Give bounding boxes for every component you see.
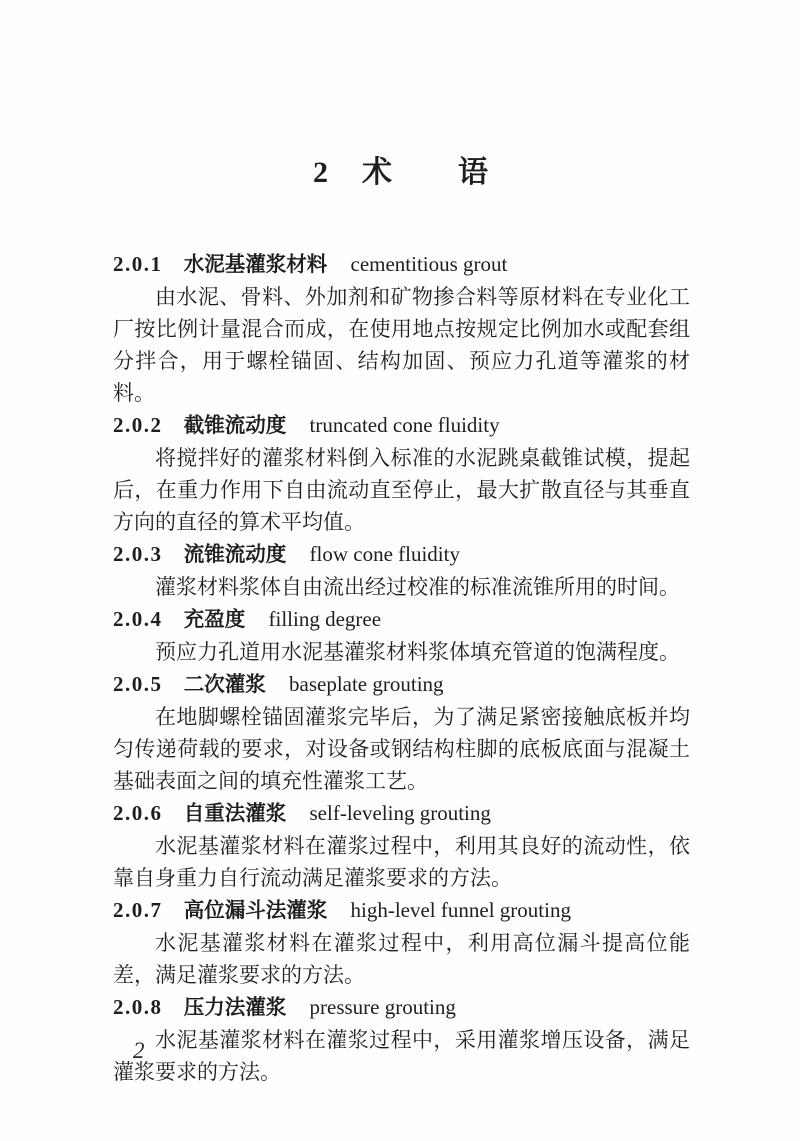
- terminology-list: [113, 248, 690, 1088]
- clause-number: 2.0.7: [113, 898, 163, 922]
- term-entry: [113, 797, 690, 894]
- term-entry: [113, 668, 690, 797]
- term-entry: [113, 248, 690, 409]
- term-chinese: 二次灌浆: [183, 673, 266, 696]
- term-heading-line: [113, 538, 690, 571]
- chapter-heading: 2 术 语: [313, 156, 490, 189]
- term-entry: [113, 409, 690, 538]
- term-english: truncated cone fluidity: [309, 413, 500, 437]
- term-chinese: 充盈度: [183, 608, 246, 631]
- term-chinese: 截锥流动度: [183, 414, 287, 437]
- term-english: pressure grouting: [309, 995, 456, 1019]
- page-number: 2: [133, 1038, 145, 1063]
- term-entry: [113, 894, 690, 991]
- clause-number: 2.0.6: [113, 801, 163, 825]
- term-english: self-leveling grouting: [309, 801, 491, 825]
- term-english: flow cone fluidity: [309, 542, 460, 566]
- term-chinese: 水泥基灌浆材料: [183, 253, 328, 276]
- term-chinese: 压力法灌浆: [183, 996, 287, 1019]
- term-english: baseplate grouting: [289, 672, 444, 696]
- term-chinese: 流锥流动度: [183, 543, 287, 566]
- clause-number: 2.0.1: [113, 252, 163, 276]
- term-heading-line: [113, 248, 690, 281]
- term-heading-line: [113, 797, 690, 830]
- clause-number: 2.0.5: [113, 672, 163, 696]
- term-definition: 水泥基灌浆材料在灌浆过程中，利用高位漏斗提高位能差，满足灌浆要求的方法。: [113, 931, 690, 987]
- term-english: cementitious grout: [350, 252, 508, 276]
- term-entry: [113, 538, 690, 603]
- term-chinese: 自重法灌浆: [183, 802, 287, 825]
- term-definition: 预应力孔道用水泥基灌浆材料浆体填充管道的饱满程度。: [155, 640, 680, 664]
- term-definition: 水泥基灌浆材料在灌浆过程中，采用灌浆增压设备，满足灌浆要求的方法。: [113, 1028, 690, 1084]
- term-definition: 将搅拌好的灌浆材料倒入标准的水泥跳桌截锥试模，提起后，在重力作用下自由流动直至停止，最大扩散直径与其垂直方向的直径的算术平均值。: [113, 446, 690, 534]
- term-heading-line: [113, 668, 690, 701]
- term-definition: 水泥基灌浆材料在灌浆过程中，利用其良好的流动性，依靠自身重力自行流动满足灌浆要求的方法。: [113, 834, 690, 890]
- clause-number: 2.0.3: [113, 542, 163, 566]
- clause-number: 2.0.4: [113, 607, 163, 631]
- term-english: high-level funnel grouting: [350, 898, 571, 922]
- term-heading-line: [113, 991, 690, 1024]
- term-english: filling degree: [268, 607, 382, 631]
- clause-number: 2.0.2: [113, 413, 163, 437]
- term-chinese: 高位漏斗法灌浆: [183, 899, 328, 922]
- term-definition: 灌浆材料浆体自由流出经过校准的标准流锥所用的时间。: [155, 575, 680, 599]
- term-entry: [113, 991, 690, 1088]
- term-heading-line: [113, 409, 690, 442]
- term-definition: 在地脚螺栓锚固灌浆完毕后，为了满足紧密接触底板并均匀传递荷载的要求，对设备或钢结构柱脚的底板底面与混凝土基础表面之间的填充性灌浆工艺。: [113, 705, 690, 793]
- term-heading-line: [113, 894, 690, 927]
- term-definition: 由水泥、骨料、外加剂和矿物掺合料等原材料在专业化工厂按比例计量混合而成，在使用地点按规定比例加水或配套组分拌合，用于螺栓锚固、结构加固、预应力孔道等灌浆的材料。: [113, 285, 690, 405]
- clause-number: 2.0.8: [113, 995, 163, 1019]
- term-heading-line: [113, 603, 690, 636]
- term-entry: [113, 603, 690, 668]
